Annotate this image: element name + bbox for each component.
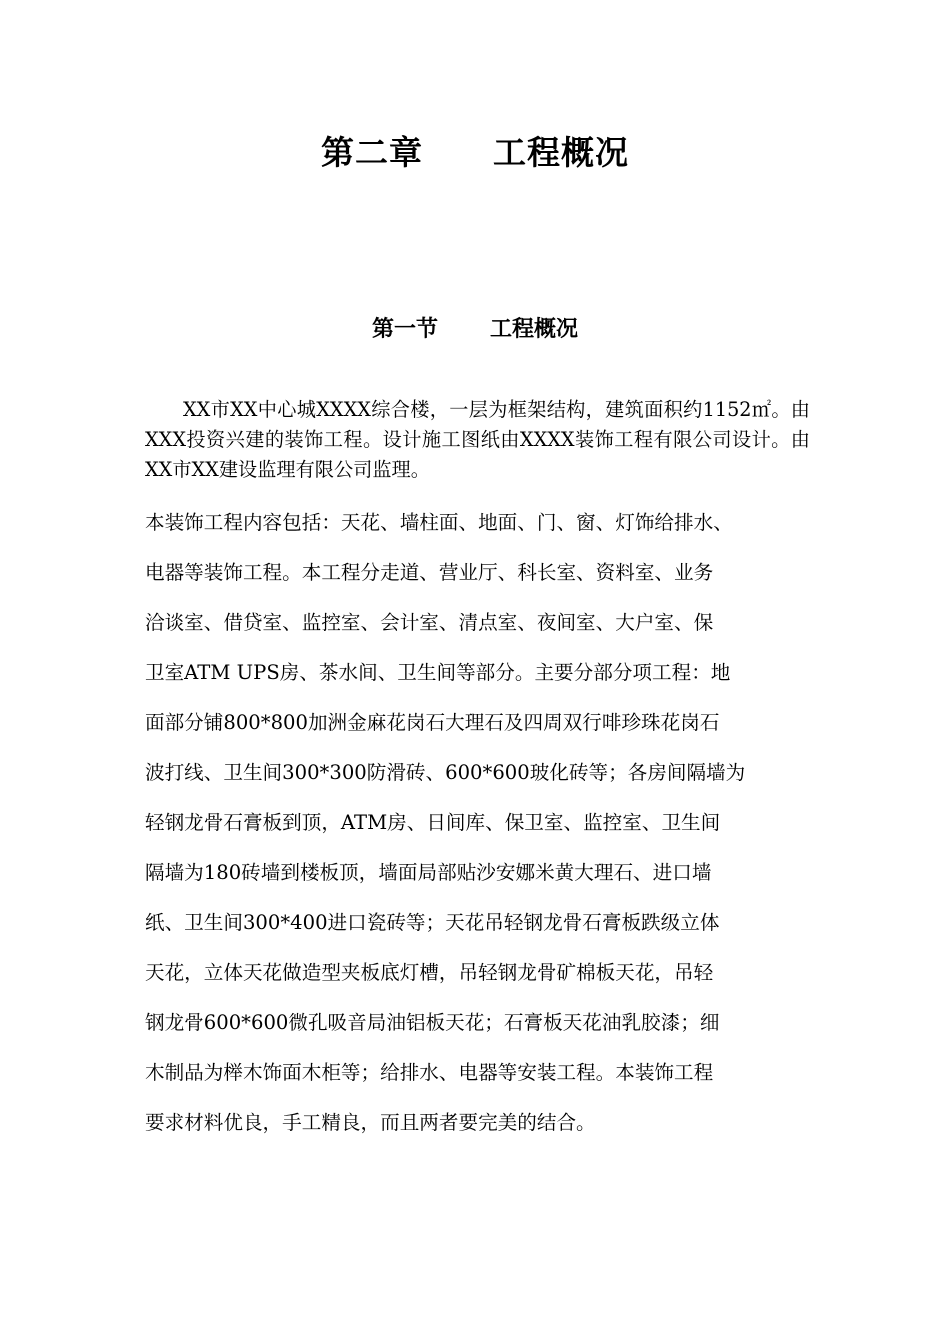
project-overview-paragraph: XX市XX中心城XXXX综合楼，一层为框架结构，建筑面积约1152㎡。由XXX投资兴建的装饰工程。设计施工图纸由XXXX装饰工程有限公司设计。由XX市XX建设监理有限公司监理。: [145, 398, 810, 481]
scope-line: 本装饰工程内容包括：天花、墙柱面、地面、门、窗、灯饰给排水、: [145, 511, 733, 534]
scope-paragraph: [145, 498, 833, 1148]
scope-line: 天花，立体天花做造型夹板底灯槽，吊轻钢龙骨矿棉板天花，吊轻: [145, 961, 714, 984]
scope-line: 波打线、卫生间300*300防滑砖、600*600玻化砖等；各房间隔墙为: [145, 761, 746, 784]
scope-line: 轻钢龙骨石膏板到顶，ATM房、日间库、保卫室、监控室、卫生间: [145, 811, 721, 834]
chapter-number: 第二章: [321, 133, 423, 172]
section-title: [0, 312, 950, 348]
scope-line: 卫室ATM UPS房、茶水间、卫生间等部分。主要分部分项工程：地: [145, 661, 731, 684]
section-name: 工程概况: [490, 317, 579, 342]
scope-line: 纸、卫生间300*400进口瓷砖等；天花吊轻钢龙骨石膏板跌级立体: [145, 911, 720, 934]
section-number: 第一节: [371, 317, 438, 342]
scope-line: 电器等装饰工程。本工程分走道、营业厅、科长室、资料室、业务: [145, 561, 714, 584]
chapter-title: [0, 128, 950, 178]
scope-line: 面部分铺800*800加洲金麻花岗石大理石及四周双行啡珍珠花岗石: [145, 711, 720, 734]
scope-line: 木制品为榉木饰面木柜等；给排水、电器等安装工程。本装饰工程: [145, 1061, 714, 1084]
scope-line: 洽谈室、借贷室、监控室、会计室、清点室、夜间室、大户室、保: [145, 611, 714, 634]
scope-line: 隔墙为180砖墙到楼板顶，墙面局部贴沙安娜米黄大理石、进口墙: [145, 861, 712, 884]
scope-line: 要求材料优良，手工精良，而且两者要完美的结合。: [145, 1111, 596, 1134]
scope-line: 钢龙骨600*600微孔吸音局油铝板天花；石膏板天花油乳胶漆；细: [145, 1011, 720, 1034]
chapter-name: 工程概况: [493, 133, 629, 172]
